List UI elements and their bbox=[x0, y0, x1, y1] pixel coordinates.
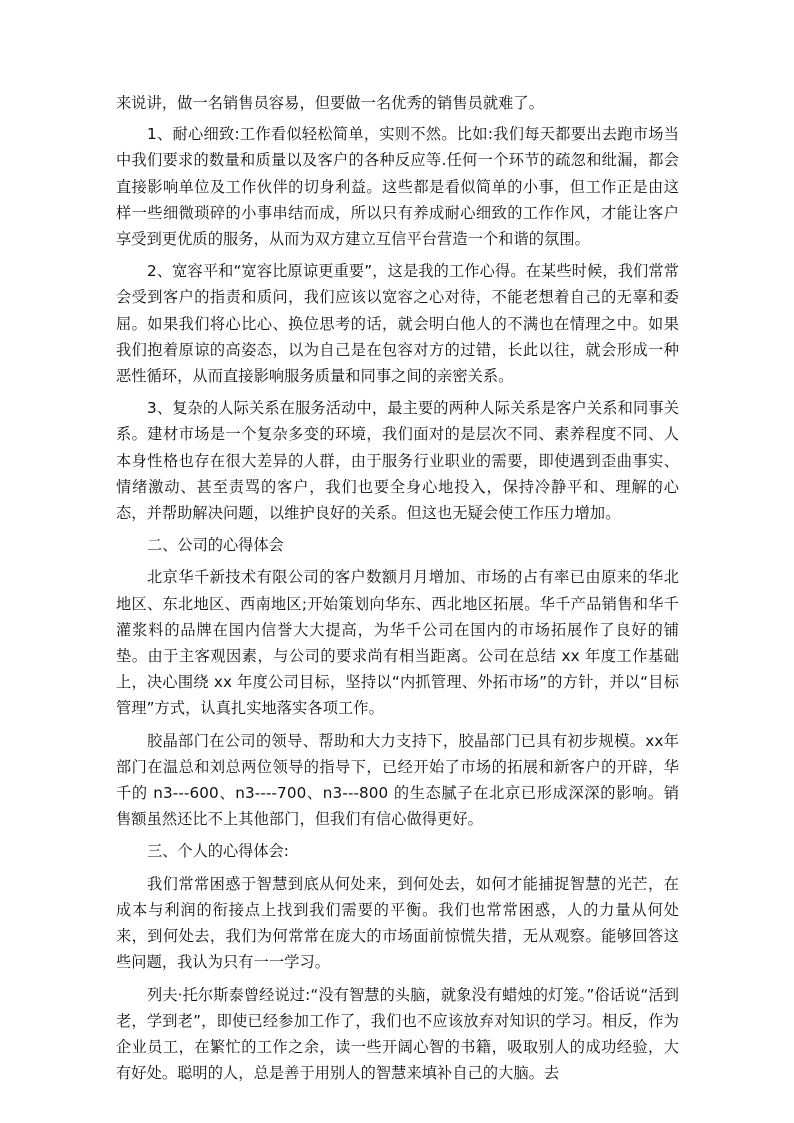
paragraph-wisdom: 我们常常困惑于智慧到底从何处来，到何处去，如何才能捕捉智慧的光芒，在成本与利润的衔接点上找到我们需要的平衡。我们也常常困惑，人的力量从何处来，到何处去，我们为何常常在庞大的市场面前惊慌失措，无从观察。能够回答这些问题，我认为只有一一学习。 bbox=[116, 874, 679, 972]
document-page bbox=[116, 90, 679, 1092]
paragraph-tolerance: 2、宽容平和“宽容比原谅更重要”，这是我的工作心得。在某些时候，我们常常会受到客户的指责和质问，我们应该以宽容之心对待，不能老想着自己的无辜和委屈。如果我们将心比心、换位思考的话，就会明白他人的不满也在情理之中。如果我们抱着原谅的高姿态，以为自己是在包容对方的过错，长此以往，就会形成一种恶性循环，从而直接影响服务质量和同事之间的亲密关系。 bbox=[116, 262, 679, 386]
paragraph-patience: 1、耐心细致:工作看似轻松简单，实则不然。比如:我们每天都要出去跑市场当中我们要求的数量和质量以及客户的各种反应等.任何一个环节的疏忽和纰漏，都会直接影响单位及工作伙伴的切身利益。这些都是看似简单的小事，但工作正是由这样一些细微琐碎的小事串结而成，所以只有养成耐心细致的工作作风，才能让客户享受到更优质的服务，从而为双方建立互信平台营造一个和谐的氛围。 bbox=[116, 125, 679, 249]
section-heading-personal: 三、个人的心得体会: bbox=[147, 842, 289, 861]
paragraph-department: 胶晶部门在公司的领导、帮助和大力支持下，胶晶部门已具有初步规模。xx年部门在温总和刘总两位领导的指导下，已经开始了市场的拓展和新客户的开辟，华千的 n3---600、n3----700、n3---800 的生态腻子在北京已形成深深的影响。销售额虽然还比不上其他部门，但我们有信心做得更好。 bbox=[116, 731, 679, 829]
section-heading-company: 二、公司的心得体会 bbox=[147, 536, 284, 555]
paragraph-relationships: 3、复杂的人际关系在服务活动中，最主要的两种人际关系是客户关系和同事关系。建材市场是一个复杂多变的环境，我们面对的是层次不同、素养程度不同、人本身性格也存在很大差异的人群，由于服务行业职业的需要，即使遇到歪曲事实、情绪激动、甚至责骂的客户，我们也要全身心地投入，保持冷静平和、理解的心态，并帮助解决问题，以维护良好的关系。但这也无疑会使工作压力增加。 bbox=[116, 399, 679, 523]
paragraph-learning: 列夫·托尔斯泰曾经说过:“没有智慧的头脑，就象没有蜡烛的灯笼。”俗话说“活到老，学到老”，即使已经参加工作了，我们也不应该放弃对知识的学习。相反，作为企业员工，在繁忙的工作之余，读一些开阔心智的书籍，吸取别人的成功经验，大有好处。聪明的人，总是善于用别人的智慧来填补自己的大脑。去 bbox=[116, 985, 679, 1083]
paragraph-company: 北京华千新技术有限公司的客户数额月月增加、市场的占有率已由原来的华北地区、东北地区、西南地区;开始策划向华东、西北地区拓展。华千产品销售和华千灌浆料的品牌在国内信誉大大提高，为华千公司在国内的市场拓展作了良好的铺垫。由于主客观因素，与公司的要求尚有相当距离。公司在总结 xx 年度工作基础上，决心围绕 xx 年度公司目标，坚持以“内抓管理、外拓市场”的方针，并以“目标管理”方式，认真扎实地落实各项工作。 bbox=[116, 568, 679, 718]
paragraph-intro: 来说讲，做一名销售员容易，但要做一名优秀的销售员就难了。 bbox=[116, 94, 545, 112]
